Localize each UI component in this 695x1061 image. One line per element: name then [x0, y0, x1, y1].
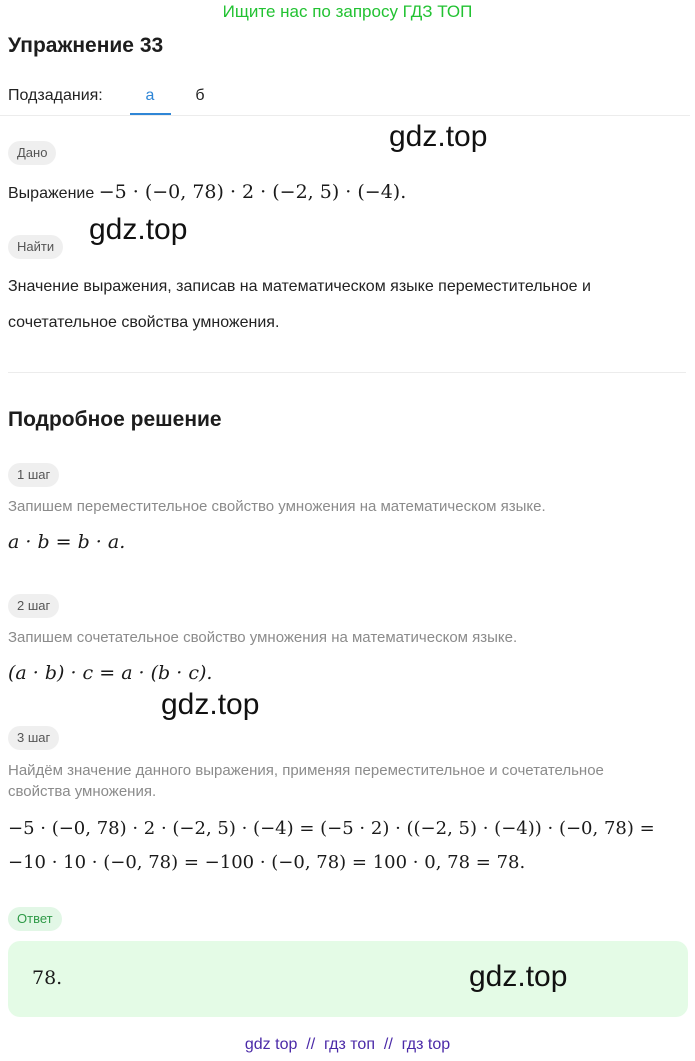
step-2-description: Запишем сочетательное свойство умножения на математическом языке.	[8, 629, 518, 646]
watermark: gdz.top	[89, 213, 188, 246]
answer-badge: Ответ	[8, 907, 62, 931]
step-2-badge-wrap	[8, 594, 59, 618]
step-3-badge: 3 шаг	[8, 726, 59, 750]
find-badge-wrap	[8, 235, 63, 259]
find-line-2: сочетательное свойства умножения.	[8, 314, 280, 331]
given-badge-wrap	[8, 141, 56, 165]
step-1-badge-wrap	[8, 463, 59, 487]
watermark: gdz.top	[469, 960, 568, 993]
step-1-description: Запишем переместительное свойство умножения на математическом языке.	[8, 498, 546, 515]
step-3-badge-wrap	[8, 726, 59, 750]
answer-badge-wrap	[8, 907, 62, 931]
subtasks-label: Подзадания:	[8, 87, 103, 104]
find-line-1: Значение выражения, записав на математическом языке переместительное и	[8, 278, 591, 295]
tabs-divider	[0, 115, 690, 116]
page-title: Упражнение 33	[8, 34, 164, 57]
given-expression: −5 · (−0, 78) · 2 · (−2, 5) · (−4).	[98, 181, 407, 203]
footer-links[interactable]: gdz top // гдз топ // гдз top	[244, 1036, 451, 1053]
watermark: gdz.top	[161, 688, 260, 721]
step-1-formula: a · b = b · a.	[8, 531, 126, 553]
given-badge: Дано	[8, 141, 56, 165]
step-3-description-line-2: свойства умножения.	[8, 783, 157, 800]
given-expression-row	[8, 181, 406, 204]
step-3-formula-line-1: −5 · (−0, 78) · 2 · (−2, 5) · (−4) = (−5 · 2) · ((−2, 5) · (−4)) · (−0, 78) =	[8, 818, 655, 839]
solution-title: Подробное решение	[8, 408, 222, 431]
search-banner: Ищите нас по запросу ГДЗ ТОП	[222, 2, 473, 21]
step-2-formula: (a · b) · c = a · (b · c).	[8, 662, 213, 684]
answer-box	[8, 941, 688, 1017]
step-3-description-line-1: Найдём значение данного выражения, применяя переместительное и сочетательное	[8, 762, 604, 779]
step-1-badge: 1 шаг	[8, 463, 59, 487]
step-3-formula-line-2: −10 · 10 · (−0, 78) = −100 · (−0, 78) = 100 · 0, 78 = 78.	[8, 852, 526, 873]
find-badge: Найти	[8, 235, 63, 259]
section-divider	[8, 372, 686, 373]
step-2-badge: 2 шаг	[8, 594, 59, 618]
tab-subtask-a[interactable]: а	[145, 87, 155, 104]
given-prefix: Выражение	[8, 185, 95, 202]
tab-subtask-b[interactable]: б	[195, 87, 205, 104]
answer-value: 78.	[32, 967, 63, 989]
watermark: gdz.top	[389, 120, 488, 153]
